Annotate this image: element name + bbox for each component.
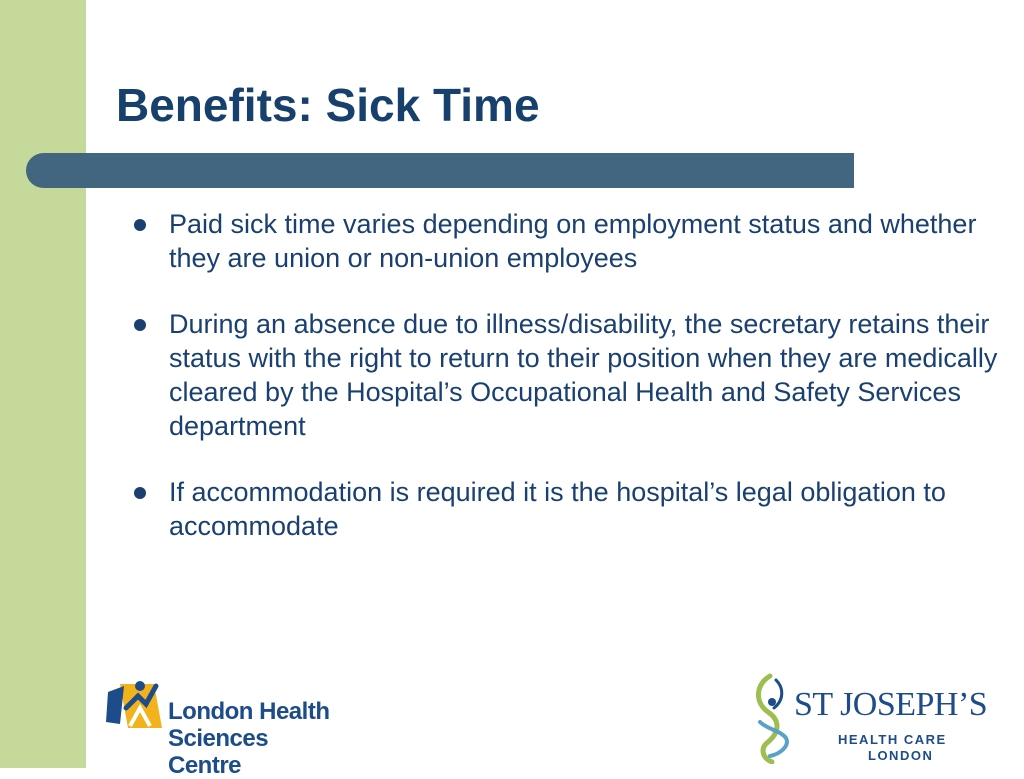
lhsc-logo-text (168, 698, 346, 779)
lhsc-logo (106, 678, 346, 779)
bullet-item (130, 207, 1005, 275)
lhsc-line1: London Health (168, 698, 330, 725)
lhsc-figure-icon (106, 678, 162, 734)
bullet-item (130, 475, 1005, 543)
title-divider-bar (26, 153, 854, 188)
bullet-text: Paid sick time varies depending on employment status and whether they are union or non-union employees (169, 209, 977, 273)
lhsc-line2: Sciences Centre (168, 725, 269, 779)
sjhc-name: ST JOSEPH’S (794, 686, 988, 723)
bullet-item (130, 307, 1005, 443)
sjhc-logo (750, 672, 988, 764)
bullet-text: During an absence due to illness/disability, the secretary retains their status with the right to return to their position when they are medically cleared by the Hospital’s Occupational Health and Safety Services department (169, 309, 998, 441)
sjhc-figure-icon (750, 672, 794, 764)
bullet-text: If accommodation is required it is the hospital’s legal obligation to accommodate (169, 477, 946, 541)
sjhc-subtitle-2: LONDON (868, 748, 934, 763)
bullet-dot-icon (134, 319, 146, 331)
bullet-dot-icon (134, 487, 146, 499)
left-accent-bar (0, 0, 86, 768)
bullet-list (130, 207, 1005, 575)
bullet-dot-icon (134, 219, 146, 231)
slide-title: Benefits: Sick Time (116, 79, 540, 131)
sjhc-subtitle-1: HEALTH CARE (838, 732, 947, 747)
